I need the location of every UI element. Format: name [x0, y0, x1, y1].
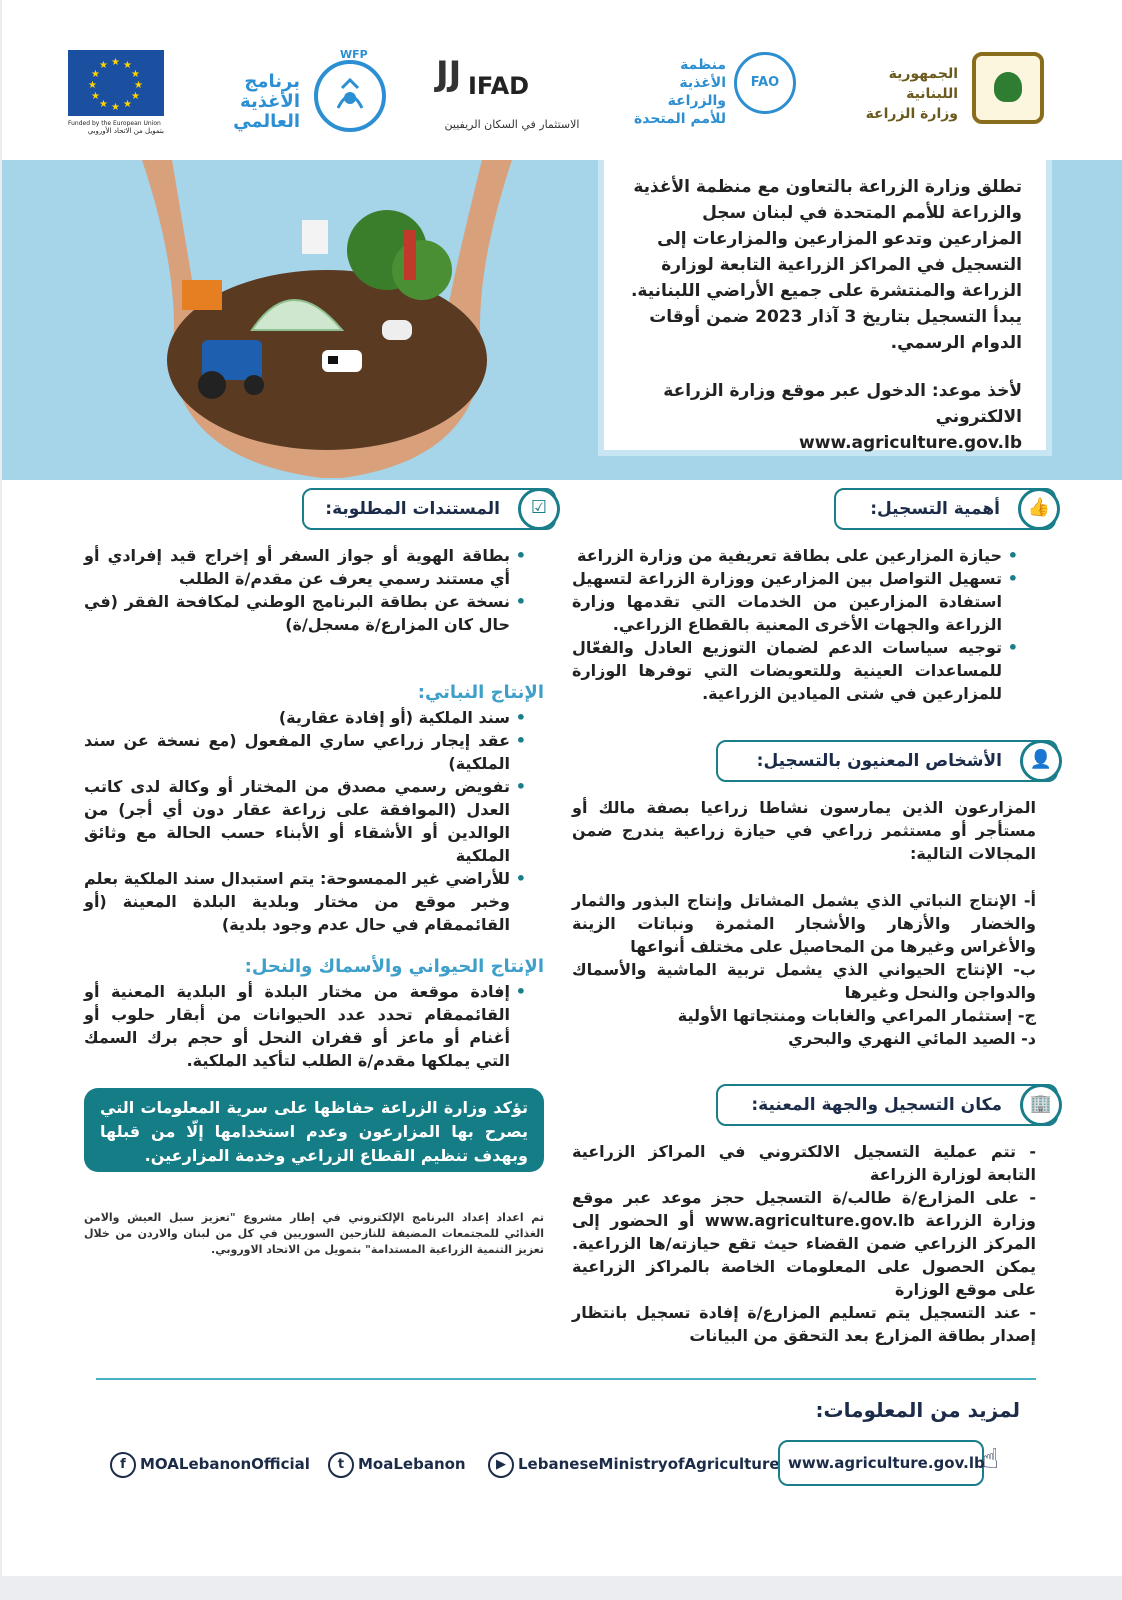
intro-text: تطلق وزارة الزراعة بالتعاون مع منظمة الأغذية والزراعة للأمم المتحدة في لبنان سجل المزارعين وتدعو المزارعين والمزارعات إلى التسجيل في المراكز الزراعية التابعة لوزارة الزراعة والمنتشرة على جميع الأراضي اللبنانية.	[630, 177, 1022, 301]
fao-name	[622, 56, 726, 128]
flyer-page	[2, 0, 1122, 1576]
list-item: ب- الإنتاج الحيواني الذي يشمل تربية الماشية والأسماك والدواجن والنحل وغيرها	[572, 960, 1036, 1002]
plant-documents-list	[84, 706, 526, 936]
ifad-logo	[432, 50, 592, 130]
list-item: - تتم عملية التسجيل الالكتروني في المراكز الزراعية التابعة لوزارة الزراعة	[572, 1142, 1036, 1184]
list-item: • توجيه سياسات الدعم لضمان التوزيع العادل والفعّال للمساعدات العينية وللتعويضات التي توفرها الوزارة للمزارعين في شتى الميادين الزراعية.	[572, 636, 1018, 705]
moa-name-line2: وزارة الزراعة	[865, 106, 958, 122]
list-item: • بطاقة الهوية أو جواز السفر أو إخراج قيد إفرادي أو أي مستند رسمي يعرف عن مقدم/ة الطلب	[84, 544, 526, 590]
wfp-wreath-icon	[314, 60, 386, 132]
list-item: • عقد إيجار زراعي ساري المفعول (مع نسخة عن سند الملكية)	[84, 729, 526, 775]
place-header	[716, 1084, 1058, 1126]
fao-name-line3: للأمم المتحدة	[633, 111, 726, 127]
moa-emblem-icon	[972, 52, 1044, 124]
farm-in-hands-illustration	[142, 160, 512, 478]
twitter-handle: MoaLebanon	[358, 1455, 466, 1473]
wfp-tag: WFP	[340, 48, 368, 61]
concerned-intro: المزارعون الذين يمارسون نشاطا زراعيا بصفة مالك أو مستأجر أو مستثمر زراعي في حيازة زراعية يندرج ضمن المجالات التالية:	[572, 798, 1036, 863]
fao-name-line2: الأغذية والزراعة	[667, 75, 726, 109]
place-text	[572, 1140, 1036, 1347]
animal-production-heading: الإنتاج الحيواني والأسماك والنحل:	[244, 956, 544, 977]
list-item: أ- الإنتاج النباتي الذي يشمل المشاتل وإنتاج البذور والثمار والخضار والأزهار والأشجار المثمرة ونباتات الزينة والأغراس وغيرها من المحاصيل على مختلف أنواعها	[572, 891, 1036, 956]
plant-production-heading: الإنتاج النباتي:	[417, 682, 544, 703]
moa-name	[840, 64, 958, 124]
moa-logo	[840, 52, 1050, 132]
footer-divider	[96, 1378, 1036, 1380]
more-info-heading: لمزيد من المعلومات:	[815, 1398, 1020, 1422]
youtube-icon: ▶	[488, 1452, 514, 1478]
list-item: • تسهيل التواصل بين المزارعين ووزارة الزراعة لتسهيل استفادة المزارعين من الخدمات التي تقدمها وزارة الزراعة والجهات الأخرى المعنية بالقطاع الزراعي.	[572, 567, 1018, 636]
thumbs-up-icon: 👍	[1018, 488, 1060, 530]
twitter-link[interactable]	[328, 1450, 466, 1478]
wfp-name	[190, 72, 300, 132]
wfp-logo	[212, 50, 392, 130]
hero-banner	[2, 160, 1122, 480]
fao-logo	[622, 52, 802, 132]
ifad-tagline: الاستثمار في السكان الريفيين	[444, 118, 580, 131]
checklist-icon: ☑	[518, 488, 560, 530]
intro-appointment: لأخذ موعد: الدخول عبر موقع وزارة الزراعة الالكتروني	[663, 381, 1022, 427]
list-item: د- الصيد المائي النهري والبحري	[788, 1029, 1036, 1048]
intro-box	[598, 160, 1052, 456]
person-icon: 👤	[1020, 740, 1062, 782]
list-item: - على المزارع/ة طالب/ة التسجيل حجز موعد عبر موقع وزارة الزراعة www.agriculture.gov.lb أو الحضور إلى المركز الزراعي ضمن القضاء حيث تقع حيازته/ها الزراعية. يمكن الحصول على المعلومات الخاصة بالمراكز الزراعية على موقع الوزارة	[572, 1188, 1036, 1299]
twitter-icon: t	[328, 1452, 354, 1478]
building-icon: 🏢	[1020, 1084, 1062, 1126]
facebook-icon: f	[110, 1452, 136, 1478]
concerned-title: الأشخاص المعنيون بالتسجيل:	[756, 751, 1002, 771]
eu-flag-icon: ★ ★ ★ ★ ★ ★ ★ ★ ★ ★ ★ ★	[68, 50, 164, 116]
ifad-name: IFAD	[468, 72, 530, 100]
intro-start-date: يبدأ التسجيل بتاريخ 3 آذار 2023 ضمن أوقات الدوام الرسمي.	[649, 307, 1022, 353]
list-item: • نسخة عن بطاقة البرنامج الوطني لمكافحة الفقر (في حال كان المزارع/ة مسجل/ة)	[84, 590, 526, 636]
intro-url-link[interactable]: www.agriculture.gov.lb	[799, 433, 1022, 453]
documents-header	[302, 488, 556, 530]
fao-name-line1: منظمة	[680, 57, 726, 73]
youtube-handle: LebaneseMinistryofAgriculture	[518, 1455, 780, 1473]
list-item: • إفادة موقعة من مختار البلدة أو البلدية المعنية أو القائممقام تحدد عدد الحيوانات من أبقار حلوب أو أغنام أو ماعز أو قفران النحل أو حجم برك السمك التي يملكها مقدم/ة الطلب لتأكيد الملكية.	[84, 980, 526, 1072]
list-item: • سند الملكية (أو إفادة عقارية)	[84, 706, 526, 729]
documents-title: المستندات المطلوبة:	[325, 499, 500, 519]
place-title: مكان التسجيل والجهة المعنية:	[751, 1095, 1002, 1115]
wfp-name-line2: العالمي	[233, 111, 300, 132]
logo-strip	[2, 30, 1122, 160]
importance-header	[834, 488, 1056, 530]
importance-title: أهمية التسجيل:	[870, 499, 1000, 519]
list-item: • حيازة المزارعين على بطاقة تعريفية من وزارة الزراعة	[572, 544, 1018, 567]
concerned-text	[572, 796, 1036, 1050]
website-link[interactable]: www.agriculture.gov.lb	[778, 1440, 984, 1486]
youtube-link[interactable]	[488, 1450, 780, 1478]
facebook-link[interactable]	[110, 1450, 310, 1478]
eu-caption-ar: بتمويل من الاتحاد الأوروبي	[87, 127, 164, 135]
list-item: ج- إستثمار المراعي والغابات ومنتجاتها الأولية	[677, 1006, 1036, 1025]
eu-caption-en: Funded by the European Union	[68, 120, 161, 127]
wfp-name-line1: برنامج الأغذية	[240, 71, 300, 112]
importance-list	[572, 544, 1018, 705]
fao-emblem-icon: FAO	[734, 52, 796, 114]
concerned-header	[716, 740, 1058, 782]
moa-name-line1: الجمهورية اللبنانية	[888, 66, 958, 102]
project-footnote: تم اعداد إعداد البرنامج الإلكتروني في إطار مشروع "تعزيز سبل العيش والامن الغذائي للمجتمعات المضيفة للنازحين السوريين في كل من لبنان والاردن من خلال تعزيز التنمية الزراعية المستدامة" بتمويل من الاتحاد الاوروبي.	[84, 1211, 544, 1256]
list-item: • تفويض رسمي مصدق من المختار أو وكالة لدى كاتب العدل (الموافقة على زراعة عقار دون أي أجر) من الوالدين أو الأشقاء أو الأبناء حسب الحالة مع وثائق الملكية	[84, 775, 526, 867]
list-item: • للأراضي غير الممسوحة: يتم استبدال سند الملكية بعلم وخبر موقع من مختار وبلدية البلدة المعينة (أو القائممقام في حال عدم وجود بلدية)	[84, 867, 526, 936]
pointing-hand-icon: ☝	[982, 1442, 1000, 1475]
facebook-handle: MOALebanonOfficial	[140, 1455, 310, 1473]
confidentiality-notice: تؤكد وزارة الزراعة حفاظها على سرية المعلومات التي يصرح بها المزارعون وعدم استخدامها إلّا من قبلها وبهدف تنظيم القطاع الزراعي وخدمة المزارعين.	[84, 1088, 544, 1172]
animal-documents-list	[84, 980, 526, 1072]
list-item: - عند التسجيل يتم تسليم المزارع/ة إفادة تسجيل بانتظار إصدار بطاقة المزارع بعد التحقق من البيانات	[572, 1303, 1036, 1345]
ifad-mark-icon: JJ	[436, 54, 462, 94]
documents-list	[84, 544, 526, 636]
eu-logo	[68, 50, 164, 135]
